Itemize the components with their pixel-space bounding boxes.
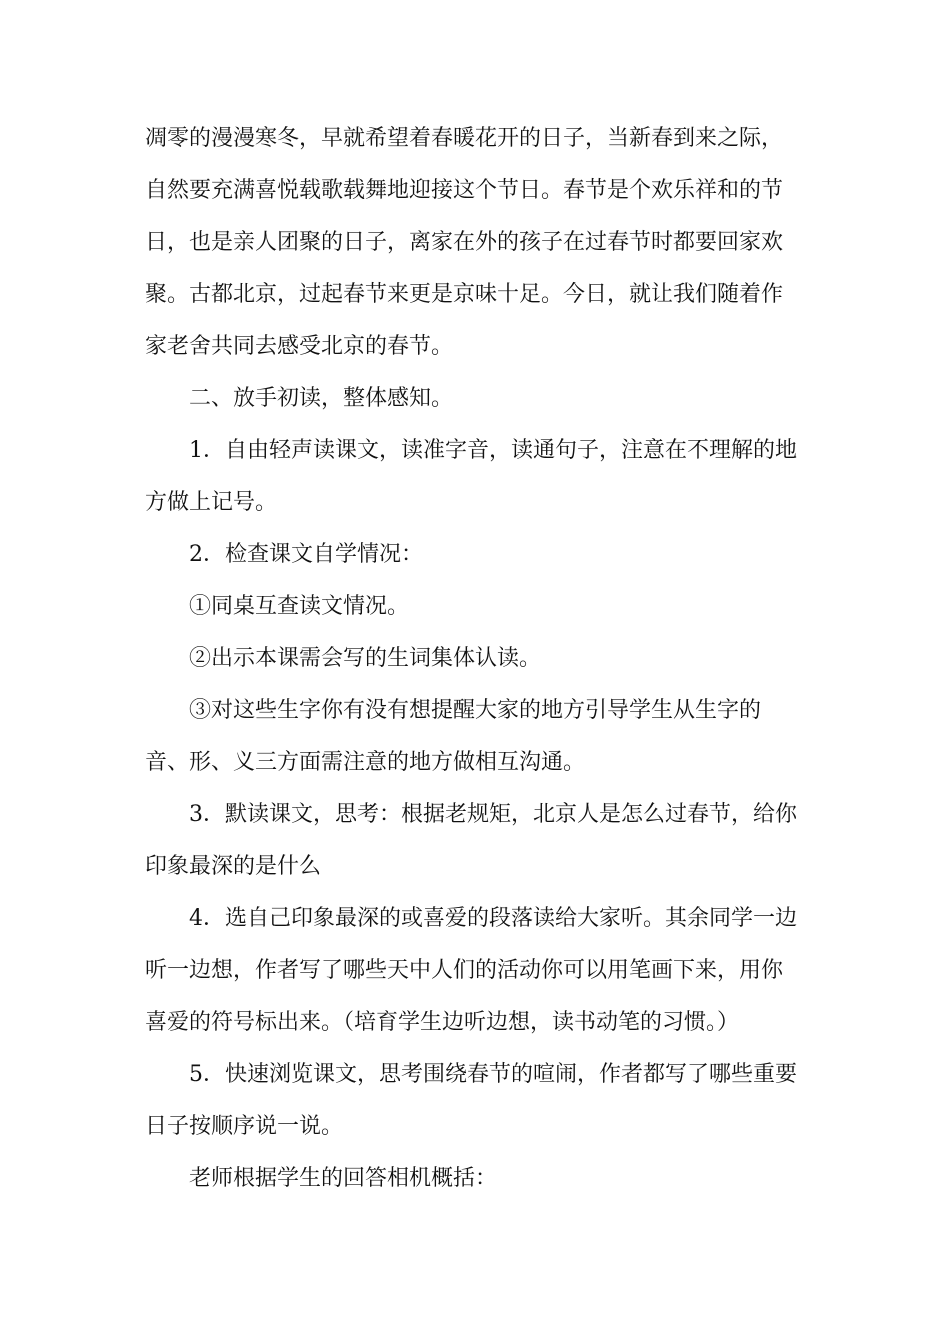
text-line: 5．快速浏览课文，思考围绕春节的喧闹，作者都写了哪些重要: [189, 1062, 797, 1087]
text-line: 聚。古都北京，过起春节来更是京味十足。今日，就让我们随着作: [145, 282, 784, 307]
text-line: ②出示本课需会写的生词集体认读。: [189, 646, 542, 671]
text-line: 1．自由轻声读课文，读准字音，读通句子，注意在不理解的地: [189, 438, 797, 463]
text-line: ③对这些生字你有没有想提醒大家的地方引导学生从生字的: [189, 698, 762, 723]
text-line: 凋零的漫漫寒冬，早就希望着春暖花开的日子，当新春到来之际，: [145, 126, 784, 151]
text-line: 听一边想，作者写了哪些天中人们的活动你可以用笔画下来，用你: [145, 958, 784, 983]
document-body: [145, 113, 810, 1205]
text-line: 日子按顺序说一说。: [145, 1114, 344, 1139]
text-line: 自然要充满喜悦载歌载舞地迎接这个节日。春节是个欢乐祥和的节: [145, 178, 784, 203]
text-line: 4．选自己印象最深的或喜爱的段落读给大家听。其余同学一边: [189, 906, 797, 931]
text-line: 二、放手初读，整体感知。: [189, 386, 454, 411]
text-line: 2．检查课文自学情况：: [189, 542, 423, 567]
text-line: 日，也是亲人团聚的日子，离家在外的孩子在过春节时都要回家欢: [145, 230, 784, 255]
text-line: 喜爱的符号标出来。（培育学生边听边想，读书动笔的习惯。）: [145, 1010, 740, 1035]
text-line: 印象最深的是什么: [145, 854, 322, 879]
text-line: 方做上记号。: [145, 490, 278, 515]
text-line: 3．默读课文，思考：根据老规矩，北京人是怎么过春节，给你: [189, 802, 797, 827]
text-line: ①同桌互查读文情况。: [189, 594, 410, 619]
text-line: 家老舍共同去感受北京的春节。: [145, 334, 454, 359]
text-line: 音、形、义三方面需注意的地方做相互沟通。: [145, 750, 586, 775]
text-line: 老师根据学生的回答相机概括：: [189, 1166, 498, 1191]
